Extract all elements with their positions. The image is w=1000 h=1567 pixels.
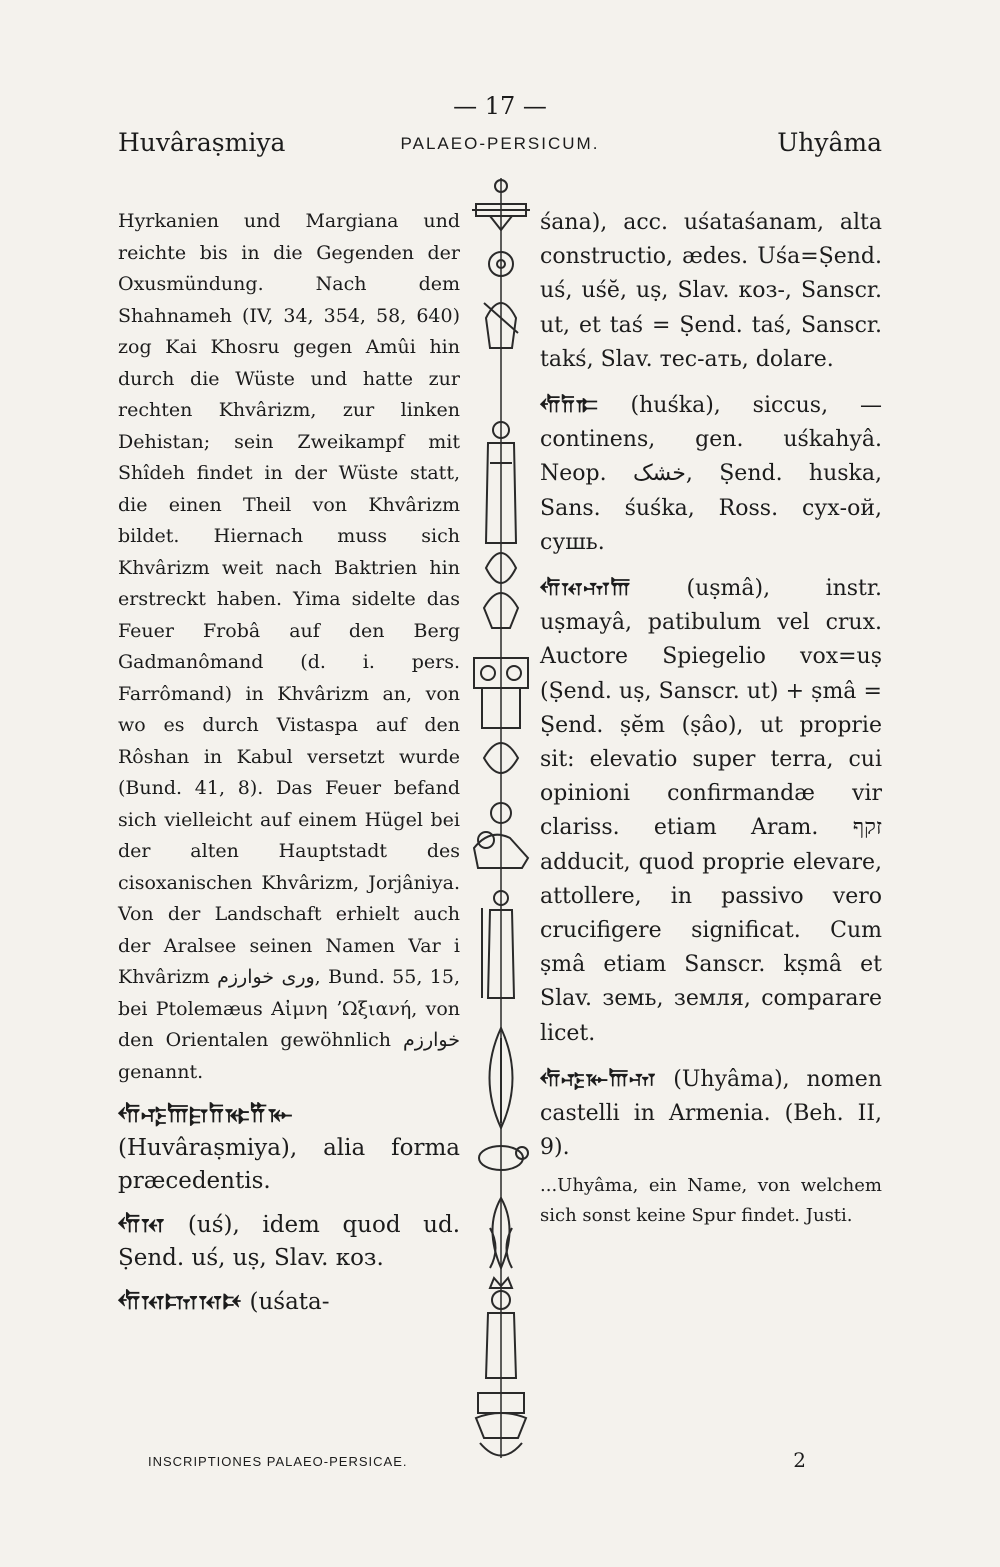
right-column	[540, 206, 882, 1231]
left-paragraph	[118, 206, 460, 1088]
arabic-khvarizm: خوارزم	[403, 1029, 460, 1051]
tree-leaf-icon	[490, 1028, 513, 1128]
cuneiform-usatasana: 𐎢𐎰𐎫𐎰𐎴	[118, 1287, 243, 1315]
cuneiform-huvarasmiya: 𐎢𐎺𐎠𐎼𐎭𐎷𐎡𐎹	[118, 1100, 294, 1128]
lemma-uhyama	[540, 1063, 882, 1166]
signature-mark: 2	[793, 1448, 806, 1472]
lemma-huvarasmiya	[118, 1098, 460, 1198]
footer-title: INSCRIPTIONES PALAEO-PERSICAE.	[148, 1454, 408, 1469]
running-head	[118, 128, 882, 162]
ornamental-column-divider	[470, 168, 532, 1468]
lemma-usatasana-text: (uśata-	[249, 1289, 330, 1315]
arabic-var-i-khvarizm: ورى خوارزم	[217, 966, 315, 988]
running-head-right: Uhyâma	[777, 128, 882, 157]
justi-note: ...Uhyâma, ein Name, von welchem sich sonst keine Spur findet. Justi.	[540, 1175, 882, 1227]
footer	[118, 1448, 882, 1482]
left-paragraph-continued: , Bund. 55, 15, bei Ptolemæus Αἰμνη ʼΩξιανή, von den Orientalen gewöhnlich	[118, 966, 460, 1051]
page-number: — 17 —	[453, 92, 547, 120]
running-head-center: PALAEO-PERSICUM.	[400, 134, 600, 153]
lemma-huska	[540, 389, 882, 560]
cuneiform-usma: 𐎢𐎰𐎶𐎠	[540, 576, 632, 602]
ram-icon	[479, 1146, 528, 1170]
cuneiform-huska: 𐎢𐎭𐎣	[540, 393, 599, 419]
left-paragraph-tail: genannt.	[118, 1060, 204, 1083]
lemma-uhyama-text: (Uhyâma), nomen castelli in Armenia. (Beh. II, 9).	[540, 1066, 882, 1161]
lemma-us-text: (uś), idem quod ud. Ṣend. uś, uṣ, Slav. коз.	[118, 1212, 460, 1271]
cuneiform-uhyama: 𐎢𐎺𐎹𐎠𐎶	[540, 1066, 657, 1092]
lemma-us	[118, 1208, 460, 1275]
right-paragraph: śana), acc. uśataśanam, alta constructio, ædes. Uśa=Ṣend. uś, uśĕ, uṣ, Slav. коз-, Sanscr. ut, et taś = Ṣend. taś, Sanscr. takś, Slav. тес-ать, dolare.	[540, 210, 882, 372]
warrior-icon	[482, 891, 514, 998]
lemma-usma-text: (uṣmâ), instr. uṣmayâ, patibulum vel crux. Auctore Spiegelio vox=uṣ (Ṣend. uṣ, Sanscr. ut) + ṣmâ = Ṣend. ṣĕm (ṣâo), ut proprie sit: elevatio super terra, cui opinioni confirmandæ vir clariss. etiam Aram. זקף adducit, quod proprie elevare, attollere, in passivo vero crucifigere significat. Cum ṣmâ etiam Sanscr. kṣmâ et Slav. земь, земля, comparare licet.	[540, 576, 882, 1046]
lemma-usatasana	[118, 1285, 460, 1319]
lemma-huska-text: (huśka), siccus, —continens, gen. uśkahyâ. Neop. خشک, Ṣend. huska, Sans. śuśka, Ross. сух-ой, сушь.	[540, 393, 882, 555]
left-paragraph-text: Hyrkanien und Margiana und reichte bis in die Gegenden der Oxusmündung. Nach dem Shahnameh (IV, 34, 354, 58, 640) zog Kai Khosru gegen Amûi hin durch die Wüste und hatte zur rechten Khvârizm, zur linken Dehistan; sein Zweikampf mit Shîdeh findet in der Wüste statt, die einen Theil von Khvârizm bildet. Hiernach muss sich Khvârizm weit nach Baktrien hin erstreckt haben. Yima sidelte das Feuer Frobâ auf den Berg Gadmanômand (d. i. pers. Farrômand) in Khvârizm an, von wo es durch Vistaspa auf den Rôshan in Kabul versetzt wurde (Bund. 41, 8). Das Feuer befand sich vielleicht auf einem Hügel bei der alten Hauptstadt des cisoxanischen Khvârizm, Jorjâniya. Von der Landschaft erhielt auch der Aralsee seinen Namen Var i Khvârizm	[118, 210, 460, 988]
left-column	[118, 206, 460, 1319]
running-head-left: Huvâraṣmiya	[118, 128, 286, 157]
lemma-huvarasmiya-text: (Huvâraṣmiya), alia forma præcedentis.	[118, 1135, 460, 1194]
cuneiform-us: 𐎢𐎰	[118, 1210, 166, 1238]
lemma-usma	[540, 572, 882, 1051]
